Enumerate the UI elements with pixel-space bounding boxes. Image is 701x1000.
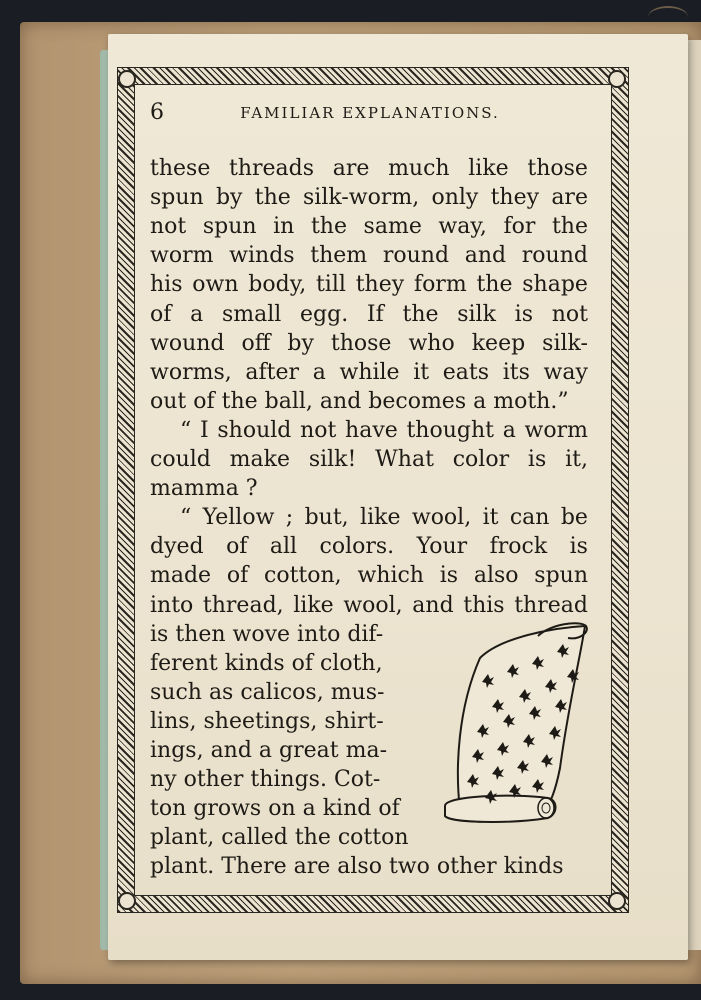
corner-ornament [118,892,136,910]
corner-ornament [608,70,626,88]
text-line: made of cotton, which is also spun [150,563,588,589]
running-head: FAMILIAR EXPLANATIONS. [240,104,500,122]
text-line: his own body, till they form the shape [150,272,588,298]
text-line: mamma ? [150,476,258,502]
text-line: could make silk! What color is it, [150,447,588,472]
text-line: spun by the silk-worm, only they are [150,185,588,211]
text-line: “ I should not have thought a worm [180,417,588,443]
rolled-cloth-engraving [440,618,590,828]
text-line: lins, sheetings, shirt- [150,708,384,734]
binding-thread [648,6,688,28]
text-line: ny other things. Cot- [150,767,381,793]
text-line: dyed of all colors. Your frock is [150,534,588,560]
text-line: not spun in the same way, for the [150,214,588,240]
text-line: of a small egg. If the silk is not [150,301,588,327]
text-line: ferent kinds of cloth, [150,650,383,676]
text-line: out of the ball, and becomes a moth.” [150,388,569,414]
corner-ornament [118,70,136,88]
text-line: ings, and a great ma- [150,738,388,763]
corner-ornament [608,892,626,910]
text-line: wound off by those who keep silk- [150,330,588,356]
text-line: such as calicos, mus- [150,679,385,705]
text-line: is then wove into dif- [150,621,384,647]
text-line: “ Yellow ; but, like wool, it can be [180,505,588,531]
text-line: ton grows on a kind of [150,796,400,822]
page-number: 6 [150,100,164,125]
text-line: plant, called the cotton [150,825,409,851]
text-line: worm winds them round and round [150,243,588,269]
text-line: plant. There are also two other kinds [150,854,564,880]
text-line: into thread, like wool, and this thread [150,592,588,618]
text-line: worms, after a while it eats its way [150,359,588,385]
text-line: these threads are much like those [150,156,588,181]
facing-page-edge [686,40,701,950]
